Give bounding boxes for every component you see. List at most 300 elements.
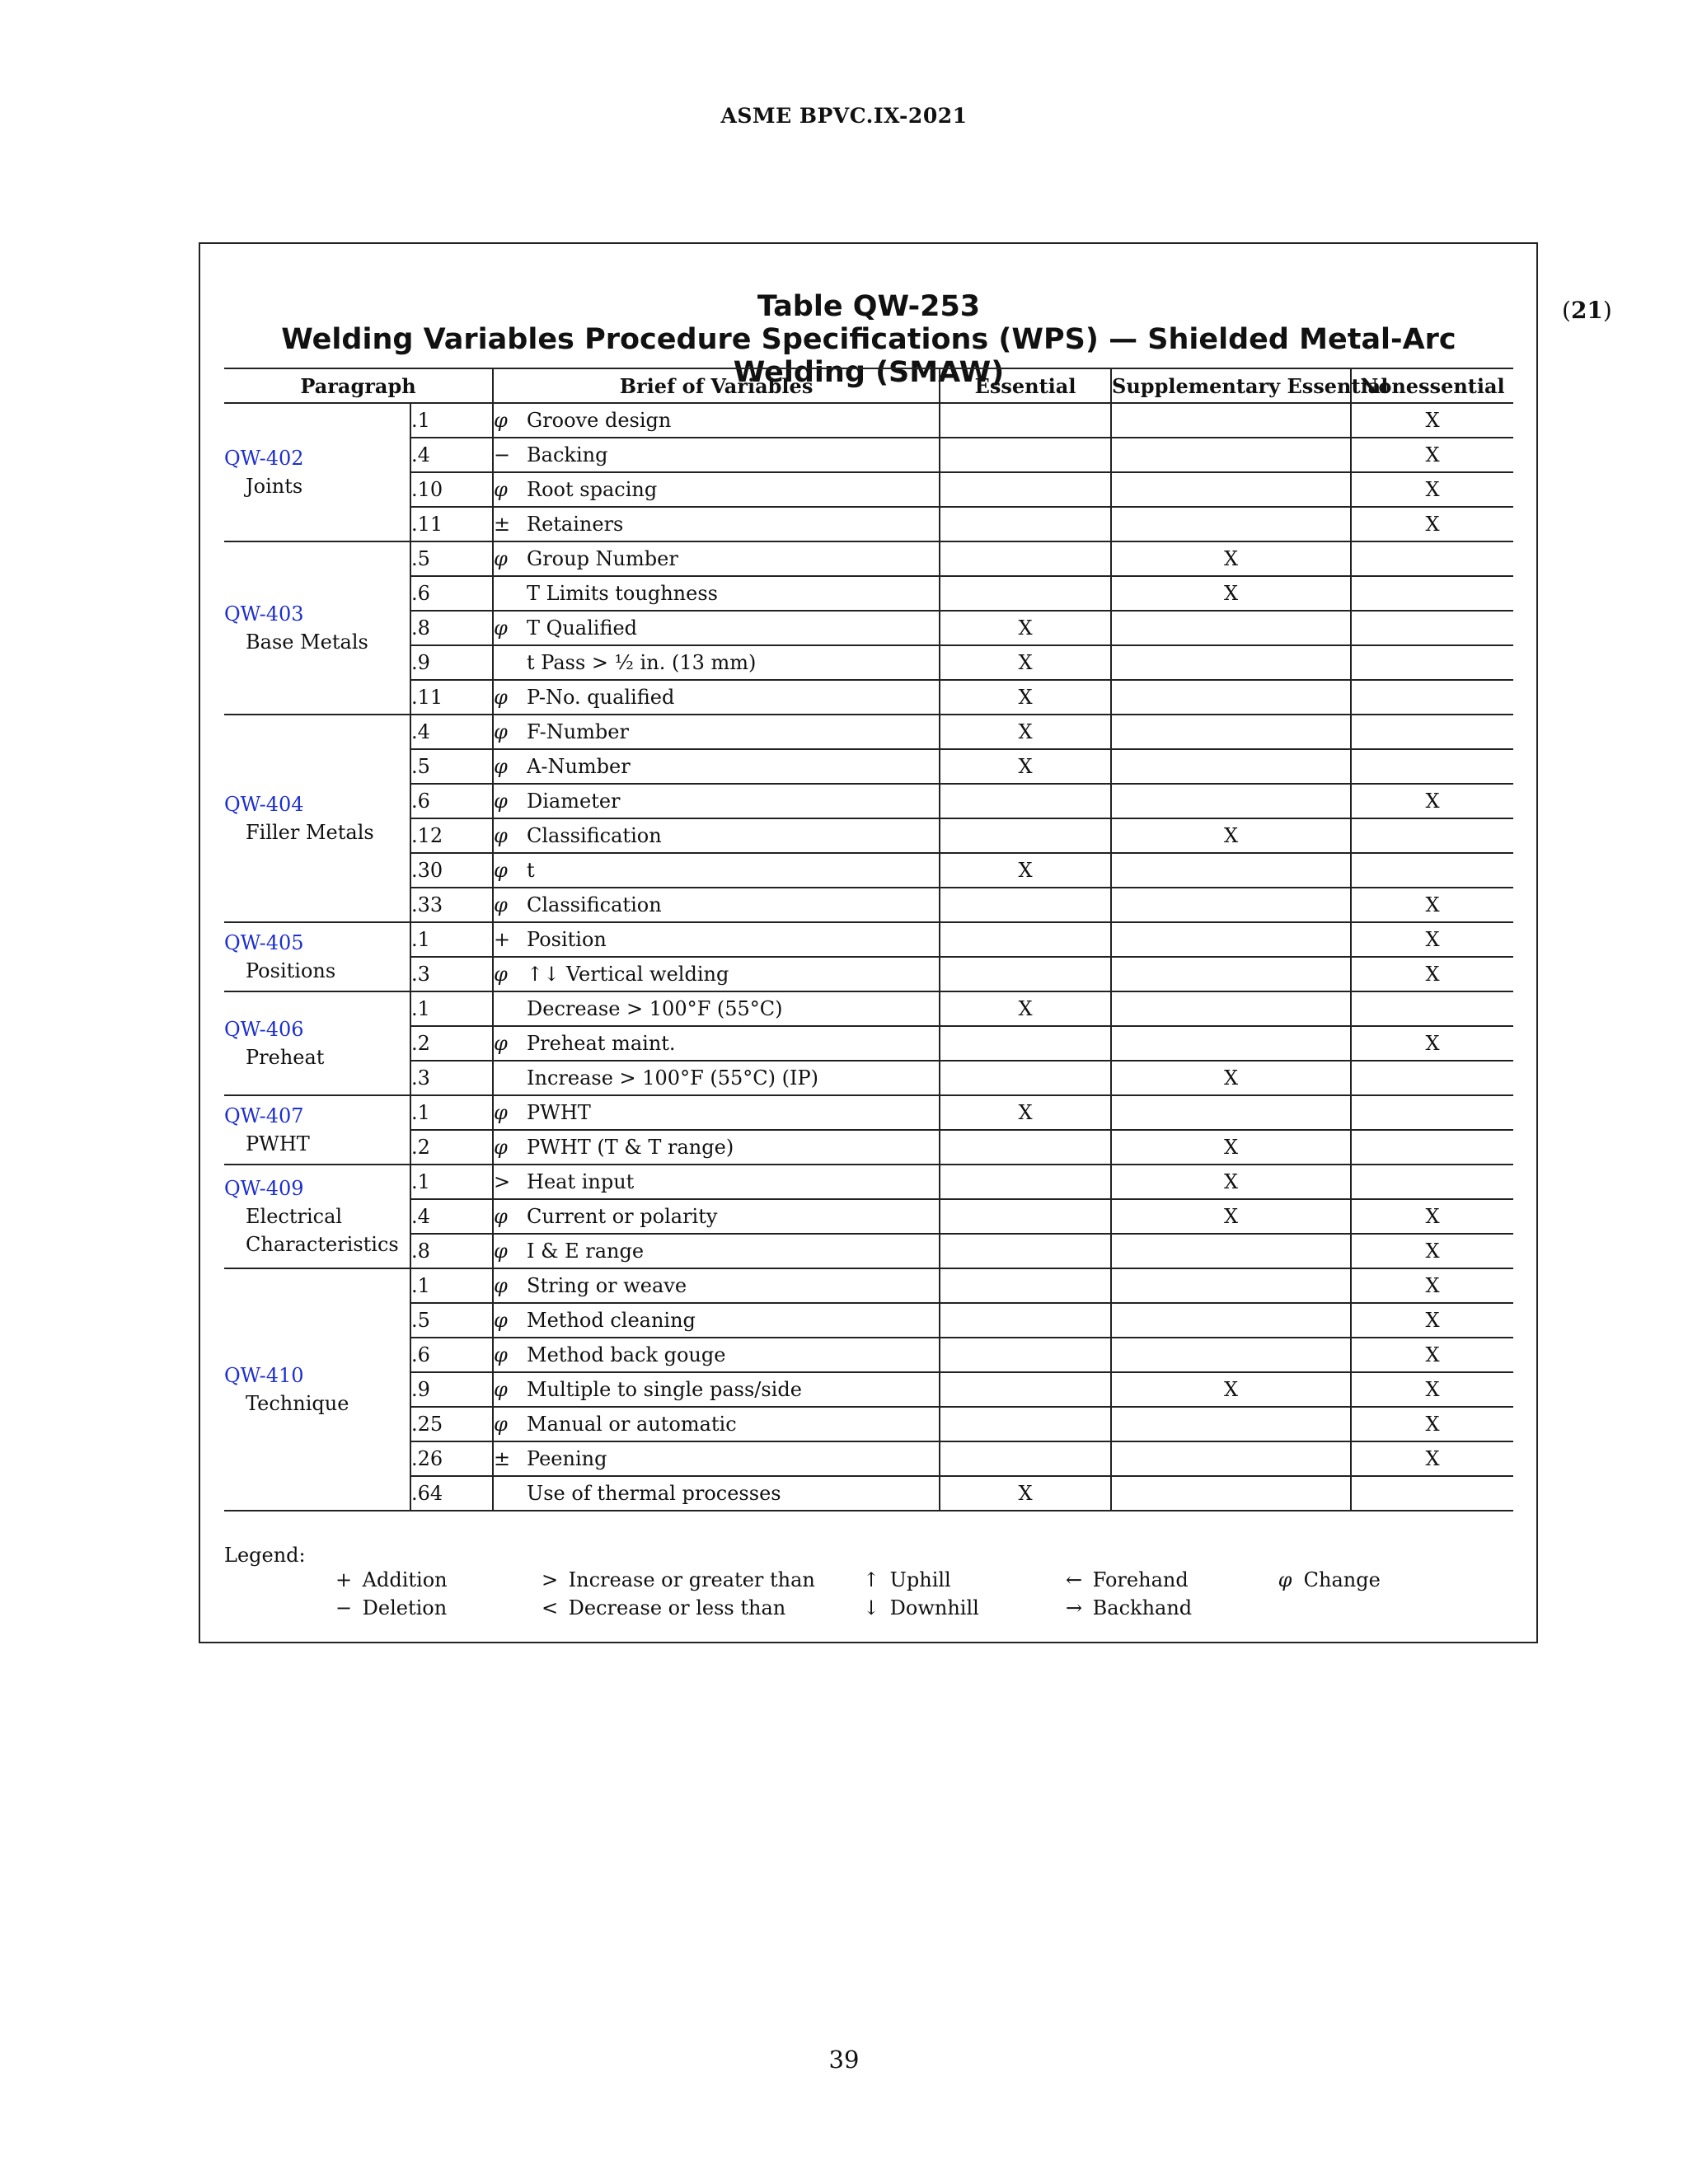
variable-cell [493,818,940,853]
subparagraph-cell: .4 [410,438,493,472]
paragraph-group-cell [224,991,410,1095]
essential-cell [940,1061,1111,1095]
subparagraph-cell: .8 [410,611,493,645]
variable-symbol: φ [494,1136,508,1159]
supplementary-essential-cell: X [1111,1372,1351,1407]
subparagraph-cell: .2 [410,1026,493,1061]
legend-label: Addition [362,1568,448,1591]
nonessential-cell: X [1351,438,1513,472]
table-row [224,507,1513,541]
essential-cell [940,957,1111,991]
subparagraph-cell: .6 [410,1338,493,1372]
variable-symbol: φ [494,755,508,778]
legend-label: Decrease or less than [568,1596,786,1619]
essential-cell: X [940,991,1111,1026]
subparagraph-cell: .2 [410,1130,493,1165]
legend-label: Backhand [1092,1596,1193,1619]
variable-cell [493,576,940,611]
nonessential-cell: X [1351,1338,1513,1372]
variable-text: P-No. qualified [527,686,675,709]
variable-cell [493,749,940,784]
essential-cell [940,888,1111,922]
table-row [224,1199,1513,1234]
subparagraph-cell: .12 [410,818,493,853]
subparagraph-cell: .5 [410,1303,493,1338]
header-supplementary-essential: Supplementary Essential [1111,368,1351,403]
subparagraph-cell: .11 [410,507,493,541]
subparagraph-cell: .4 [410,1199,493,1234]
variable-symbol: ± [494,1447,511,1470]
nonessential-cell [1351,1095,1513,1130]
essential-cell: X [940,715,1111,749]
variable-text: I & E range [527,1240,645,1263]
nonessential-cell [1351,715,1513,749]
nonessential-cell [1351,1061,1513,1095]
variable-text: Position [527,928,607,951]
essential-cell: X [940,749,1111,784]
supplementary-essential-cell [1111,680,1351,715]
variable-symbol: φ [494,1274,508,1297]
variable-text: Diameter [527,790,621,813]
supplementary-essential-cell: X [1111,1061,1351,1095]
paragraph-code-link[interactable]: QW-402 [224,447,304,470]
paragraph-group-cell [224,922,410,991]
subparagraph-cell: .9 [410,1372,493,1407]
table-body [224,403,1513,1511]
nonessential-cell: X [1351,1268,1513,1303]
nonessential-cell: X [1351,1407,1513,1441]
variable-cell [493,1095,940,1130]
essential-cell [940,438,1111,472]
variable-cell [493,1407,940,1441]
revision-number: 21 [1570,297,1603,324]
variable-symbol: φ [494,1378,508,1401]
variable-cell [493,922,940,957]
legend-symbol: + [335,1568,353,1591]
table-row [224,576,1513,611]
variable-cell [493,1476,940,1511]
variable-cell [493,715,940,749]
nonessential-cell [1351,576,1513,611]
subparagraph-cell: .25 [410,1407,493,1441]
supplementary-essential-cell [1111,888,1351,922]
variable-symbol: φ [494,963,508,986]
legend-item-addition [331,1566,448,1594]
variable-symbol: φ [494,409,508,432]
subparagraph-cell: .11 [410,680,493,715]
variable-cell [493,1441,940,1476]
nonessential-cell [1351,1130,1513,1165]
nonessential-cell: X [1351,1026,1513,1061]
nonessential-cell: X [1351,784,1513,818]
supplementary-essential-cell [1111,1338,1351,1372]
variable-cell [493,888,940,922]
legend-label: Deletion [362,1596,448,1619]
supplementary-essential-cell: X [1111,1130,1351,1165]
subparagraph-cell: .8 [410,1234,493,1268]
supplementary-essential-cell [1111,1026,1351,1061]
variable-text: Group Number [527,547,678,570]
table-row [224,1130,1513,1165]
table-row [224,853,1513,888]
variable-text: Current or polarity [527,1205,718,1228]
supplementary-essential-cell [1111,715,1351,749]
supplementary-essential-cell [1111,749,1351,784]
subparagraph-cell: .26 [410,1441,493,1476]
essential-cell: X [940,645,1111,680]
paragraph-name: Filler Metals [246,821,374,844]
variable-cell [493,438,940,472]
essential-cell: X [940,611,1111,645]
variable-cell [493,645,940,680]
variable-text: A-Number [527,755,631,778]
revision-mark [1562,297,1612,324]
subparagraph-cell: .9 [410,645,493,680]
paragraph-group-cell [224,541,410,715]
supplementary-essential-cell: X [1111,541,1351,576]
legend-symbol: − [335,1596,353,1619]
paragraph-group-cell [224,1095,410,1165]
variable-text: Backing [527,443,608,466]
subparagraph-cell: .3 [410,957,493,991]
variable-symbol: φ [494,616,508,640]
table-row [224,1165,1513,1199]
table-row [224,438,1513,472]
variable-text: Heat input [527,1170,635,1193]
legend-title: Legend: [224,1544,306,1567]
supplementary-essential-cell [1111,1441,1351,1476]
table-row [224,1338,1513,1372]
table-row [224,645,1513,680]
supplementary-essential-cell: X [1111,818,1351,853]
variable-cell [493,1130,940,1165]
nonessential-cell: X [1351,1234,1513,1268]
variable-text: PWHT (T & T range) [527,1136,734,1159]
essential-cell [940,507,1111,541]
nonessential-cell: X [1351,922,1513,957]
legend-item-uphill [859,1566,951,1594]
legend-symbol: → [1065,1596,1083,1619]
essential-cell [940,1268,1111,1303]
variable-cell [493,957,940,991]
supplementary-essential-cell [1111,1303,1351,1338]
table-row [224,680,1513,715]
revision-close-paren: ) [1602,297,1612,324]
variable-cell [493,472,940,507]
table-number: Table QW-253 [757,290,981,323]
subparagraph-cell: .1 [410,403,493,438]
paragraph-group-cell [224,1165,410,1268]
variable-text: Retainers [527,513,624,536]
legend-item-forehand [1062,1566,1189,1594]
essential-cell [940,784,1111,818]
essential-cell [940,1338,1111,1372]
table-row [224,957,1513,991]
variable-cell [493,541,940,576]
paragraph-code-link[interactable]: QW-403 [224,602,304,626]
nonessential-cell: X [1351,888,1513,922]
legend-label: Downhill [889,1596,979,1619]
nonessential-cell: X [1351,1372,1513,1407]
subparagraph-cell: .33 [410,888,493,922]
variable-symbol: φ [494,1032,508,1055]
variable-symbol: φ [494,547,508,570]
subparagraph-cell: .1 [410,991,493,1026]
essential-cell [940,1234,1111,1268]
legend-item-deletion [331,1594,447,1622]
essential-cell: X [940,680,1111,715]
variable-symbol: φ [494,686,508,709]
variable-cell [493,784,940,818]
supplementary-essential-cell: X [1111,1165,1351,1199]
subparagraph-cell: .5 [410,749,493,784]
paragraph-group-cell [224,1268,410,1511]
subparagraph-cell: .64 [410,1476,493,1511]
subparagraph-cell: .10 [410,472,493,507]
variable-cell [493,1061,940,1095]
wps-variables-table [224,368,1513,1511]
nonessential-cell [1351,611,1513,645]
table-row [224,1095,1513,1130]
supplementary-essential-cell [1111,472,1351,507]
variable-text: Root spacing [527,478,658,501]
variable-text: Use of thermal processes [527,1482,781,1505]
supplementary-essential-cell [1111,438,1351,472]
variable-cell [493,1234,940,1268]
nonessential-cell [1351,1165,1513,1199]
nonessential-cell [1351,818,1513,853]
essential-cell [940,472,1111,507]
variable-symbol: − [494,443,511,466]
table-row [224,1268,1513,1303]
variable-cell [493,1026,940,1061]
paragraph-name: Characteristics [246,1233,399,1256]
subparagraph-cell: .1 [410,1095,493,1130]
paragraph-group-cell [224,403,410,541]
table-row [224,1026,1513,1061]
supplementary-essential-cell [1111,991,1351,1026]
legend-item-change [1273,1566,1381,1594]
header-nonessential: Nonessential [1351,368,1513,403]
nonessential-cell [1351,541,1513,576]
table-row [224,922,1513,957]
table-row [224,1476,1513,1511]
variable-symbol: φ [494,478,508,501]
table-row [224,749,1513,784]
header-brief-of-variables: Brief of Variables [493,368,940,403]
supplementary-essential-cell [1111,507,1351,541]
table-row [224,1407,1513,1441]
nonessential-cell: X [1351,957,1513,991]
nonessential-cell: X [1351,1441,1513,1476]
variable-cell [493,680,940,715]
variable-symbol: + [494,928,511,951]
subparagraph-cell: .30 [410,853,493,888]
essential-cell [940,576,1111,611]
variable-text: F-Number [527,720,629,743]
subparagraph-cell: .1 [410,1165,493,1199]
legend [224,1541,1381,1619]
subparagraph-cell: .4 [410,715,493,749]
nonessential-cell: X [1351,403,1513,438]
variable-text: T Qualified [527,616,638,640]
variable-symbol: φ [494,1413,508,1436]
essential-cell [940,1303,1111,1338]
paragraph-name: Positions [246,959,336,982]
variable-symbol: φ [494,790,508,813]
variable-cell [493,1338,940,1372]
essential-cell: X [940,1476,1111,1511]
nonessential-cell [1351,645,1513,680]
table-row [224,991,1513,1026]
supplementary-essential-cell [1111,957,1351,991]
variable-cell [493,1165,940,1199]
variable-text: Classification [527,893,662,916]
supplementary-essential-cell [1111,1268,1351,1303]
running-header: ASME BPVC.IX-2021 [720,104,968,128]
essential-cell: X [940,853,1111,888]
variable-text: Multiple to single pass/side [527,1378,802,1401]
variable-symbol: φ [494,893,508,916]
variable-symbol: ± [494,513,511,536]
variable-symbol: φ [494,1240,508,1263]
table-row [224,1303,1513,1338]
supplementary-essential-cell [1111,403,1351,438]
table-row [224,541,1513,576]
variable-cell [493,611,940,645]
paragraph-name: Base Metals [246,630,368,654]
table-row [224,403,1513,438]
variable-symbol: φ [494,1343,508,1366]
legend-label: Change [1303,1568,1381,1591]
legend-item-downhill [859,1594,979,1622]
variable-text: Manual or automatic [527,1413,737,1436]
legend-symbol: ↓ [862,1596,880,1619]
page-number: 39 [828,2046,860,2074]
variable-text: Preheat maint. [527,1032,676,1055]
nonessential-cell [1351,1476,1513,1511]
table-row [224,1372,1513,1407]
supplementary-essential-cell [1111,611,1351,645]
essential-cell [940,1372,1111,1407]
subparagraph-cell: .5 [410,541,493,576]
essential-cell [940,1441,1111,1476]
variable-text: String or weave [527,1274,687,1297]
revision-open-paren: ( [1562,297,1571,324]
paragraph-code-link[interactable]: QW-410 [224,1364,304,1387]
nonessential-cell [1351,853,1513,888]
paragraph-name: Preheat [246,1046,325,1069]
variable-text: Increase > 100°F (55°C) (IP) [527,1066,818,1090]
paragraph-code-link[interactable]: QW-406 [224,1018,304,1041]
supplementary-essential-cell [1111,1407,1351,1441]
variable-text: Peening [527,1447,607,1470]
legend-item-increase [537,1566,815,1594]
essential-cell [940,1130,1111,1165]
variable-symbol: φ [494,859,508,882]
essential-cell [940,922,1111,957]
subparagraph-cell: .6 [410,576,493,611]
legend-label: Increase or greater than [568,1568,815,1591]
supplementary-essential-cell [1111,645,1351,680]
variable-symbol: φ [494,720,508,743]
subparagraph-cell: .3 [410,1061,493,1095]
table-header-row [224,368,1513,403]
table-row [224,611,1513,645]
table-row [224,1234,1513,1268]
paragraph-code-link[interactable]: QW-407 [224,1104,304,1127]
paragraph-code-link[interactable]: QW-405 [224,931,304,954]
legend-item-backhand [1062,1594,1192,1622]
nonessential-cell: X [1351,1199,1513,1234]
essential-cell [940,1026,1111,1061]
supplementary-essential-cell [1111,784,1351,818]
supplementary-essential-cell [1111,1234,1351,1268]
variable-text: Classification [527,824,662,847]
subparagraph-cell: .1 [410,1268,493,1303]
nonessential-cell: X [1351,507,1513,541]
variable-cell [493,1303,940,1338]
supplementary-essential-cell [1111,922,1351,957]
essential-cell [940,403,1111,438]
table-row [224,888,1513,922]
legend-symbol: φ [1278,1568,1292,1591]
legend-item-decrease [537,1594,785,1622]
variable-cell [493,991,940,1026]
essential-cell [940,541,1111,576]
legend-symbol: < [541,1596,559,1619]
table-row [224,784,1513,818]
variable-symbol: φ [494,824,508,847]
paragraph-name: Joints [246,475,303,498]
table-row [224,1061,1513,1095]
supplementary-essential-cell [1111,1095,1351,1130]
paragraph-name: Technique [246,1392,349,1415]
legend-label: Forehand [1092,1568,1189,1591]
variable-text: Method back gouge [527,1343,726,1366]
essential-cell [940,1199,1111,1234]
variable-text: Decrease > 100°F (55°C) [527,997,783,1020]
legend-symbol: ← [1065,1568,1083,1591]
variable-text: PWHT [527,1101,591,1124]
paragraph-group-cell [224,715,410,922]
variable-text: ↑↓ Vertical welding [527,963,729,986]
paragraph-code-link[interactable]: QW-404 [224,793,304,816]
variable-symbol: φ [494,1101,508,1124]
legend-symbol: ↑ [862,1568,880,1591]
legend-label: Uphill [889,1568,951,1591]
header-essential: Essential [940,368,1111,403]
header-paragraph: Paragraph [224,368,493,403]
variable-cell [493,507,940,541]
variable-cell [493,1372,940,1407]
variable-cell [493,1268,940,1303]
table-row [224,715,1513,749]
variable-symbol: φ [494,1205,508,1228]
supplementary-essential-cell [1111,1476,1351,1511]
variable-text: Groove design [527,409,672,432]
legend-symbol: > [541,1568,559,1591]
table-caption: Welding Variables Procedure Specifications (WPS) — Shielded Metal-Arc Welding (SMAW) [281,323,1456,389]
paragraph-name: Electrical [246,1205,343,1228]
variable-symbol: φ [494,1309,508,1332]
essential-cell: X [940,1095,1111,1130]
nonessential-cell: X [1351,472,1513,507]
variable-cell [493,1199,940,1234]
variable-text: t Pass > ½ in. (13 mm) [527,651,757,674]
variable-cell [493,853,940,888]
paragraph-code-link[interactable]: QW-409 [224,1177,304,1200]
